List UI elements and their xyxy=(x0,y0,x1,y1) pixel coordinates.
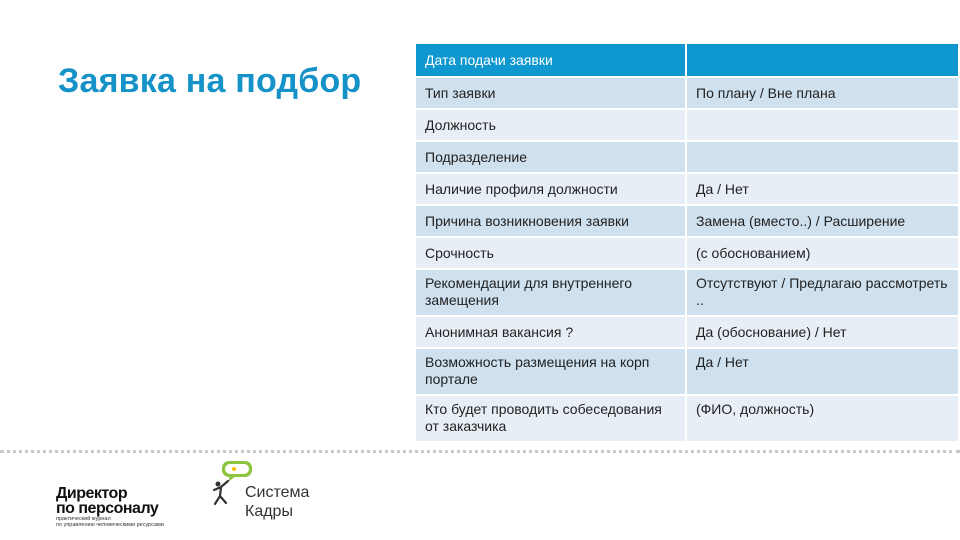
row-value xyxy=(686,43,959,77)
row-label: Подразделение xyxy=(415,141,686,173)
row-label: Тип заявки xyxy=(415,77,686,109)
table-row xyxy=(415,395,959,442)
row-value: Да / Нет xyxy=(686,348,959,395)
table-row xyxy=(415,316,959,348)
table-row xyxy=(415,173,959,205)
row-value xyxy=(686,141,959,173)
row-label: Срочность xyxy=(415,237,686,269)
logo-sistema-kadry xyxy=(212,460,332,526)
logo-dpp-line2: по персоналу xyxy=(56,500,159,517)
logo-director-po-personalu xyxy=(56,486,196,528)
row-value: (с обоснованием) xyxy=(686,237,959,269)
row-value xyxy=(686,109,959,141)
row-value: По плану / Вне плана xyxy=(686,77,959,109)
row-label: Наличие профиля должности xyxy=(415,173,686,205)
logo-dpp-line4: по управлению человеческими ресурсами xyxy=(56,522,164,528)
footer-divider xyxy=(0,450,960,453)
slide-title: Заявка на подбор xyxy=(58,62,362,100)
table-row xyxy=(415,348,959,395)
table-row xyxy=(415,269,959,316)
row-label: Должность xyxy=(415,109,686,141)
table-row xyxy=(415,237,959,269)
row-value: (ФИО, должность) xyxy=(686,395,959,442)
row-value: Отсутствуют / Предлагаю рассмотреть .. xyxy=(686,269,959,316)
logo-dpp-line3: практический журнал xyxy=(56,516,111,522)
table-row xyxy=(415,43,959,77)
table-row xyxy=(415,141,959,173)
row-value: Да (обоснование) / Нет xyxy=(686,316,959,348)
row-label: Причина возникновения заявки xyxy=(415,205,686,237)
table-row xyxy=(415,109,959,141)
row-value: Замена (вместо..) / Расширение xyxy=(686,205,959,237)
logo-ss-line2: Кадры xyxy=(245,503,293,520)
row-label: Кто будет проводить собеседования от заказчика xyxy=(415,395,686,442)
logo-ss-line1: Система xyxy=(245,484,310,501)
row-label: Возможность размещения на корп портале xyxy=(415,348,686,395)
row-label: Дата подачи заявки xyxy=(415,43,686,77)
logo-dpp-line1: Директор xyxy=(56,485,128,502)
request-form-table xyxy=(414,42,960,443)
row-label: Анонимная вакансия ? xyxy=(415,316,686,348)
row-label: Рекомендации для внутреннего замещения xyxy=(415,269,686,316)
row-value: Да / Нет xyxy=(686,173,959,205)
table-row xyxy=(415,205,959,237)
table-row xyxy=(415,77,959,109)
